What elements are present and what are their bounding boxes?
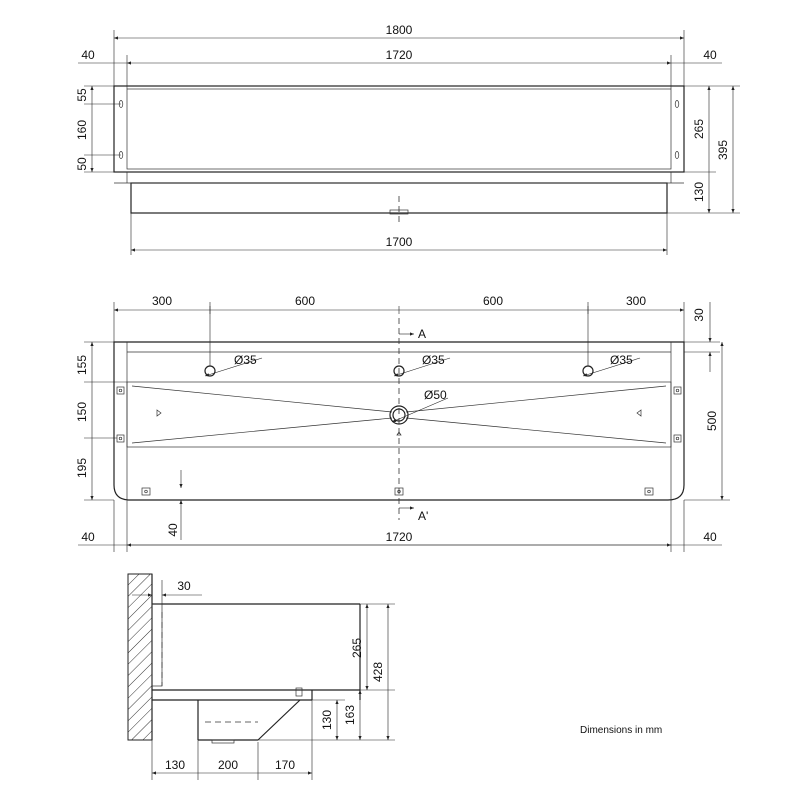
dim-spacing-4: 300 — [625, 294, 647, 308]
section-mark-bottom: A' — [418, 509, 429, 523]
front-view — [75, 23, 740, 255]
dim-total-height: 395 — [716, 139, 730, 161]
dim-right-upper: 265 — [692, 118, 706, 140]
fixing-holes — [119, 101, 679, 159]
dim-spacing-2: 600 — [294, 294, 316, 308]
dim-section-bottom-3: 170 — [274, 758, 296, 772]
dim-spacing-1: 300 — [151, 294, 173, 308]
plan-view — [75, 294, 730, 552]
dim-bottom-width: 1700 — [385, 235, 413, 249]
dim-bottom-left: 40 — [81, 530, 95, 544]
hole-label-center: Ø35 — [422, 353, 445, 367]
dim-bottom-width-plan: 1720 — [385, 530, 413, 544]
dim-spacing-3: 600 — [482, 294, 504, 308]
section-view — [128, 574, 395, 780]
units-note: Dimensions in mm — [580, 725, 663, 736]
dim-section-bottom-1: 130 — [164, 758, 186, 772]
dim-top-offset: 30 — [692, 308, 706, 322]
section-mark-top: A — [418, 327, 427, 341]
dim-plan-left-top: 155 — [75, 354, 89, 376]
wall-hatch — [128, 574, 152, 740]
dim-plan-left-bottom: 195 — [75, 457, 89, 479]
dim-section-bottom-2: 200 — [217, 758, 239, 772]
dim-left-top: 55 — [75, 88, 89, 102]
hole-label-right: Ø35 — [610, 353, 633, 367]
dim-left-middle: 160 — [75, 119, 89, 141]
dim-overall-width: 1800 — [385, 23, 413, 37]
dim-inner-width: 1720 — [385, 48, 413, 62]
hole-label-left: Ø35 — [234, 353, 257, 367]
dim-section-total: 428 — [371, 661, 385, 683]
dim-left-bottom: 50 — [75, 157, 89, 171]
dim-right-margin: 40 — [703, 48, 717, 62]
dim-plan-left-middle: 150 — [75, 401, 89, 423]
dim-section-basin: 130 — [320, 709, 334, 731]
dim-section-lower: 163 — [343, 704, 357, 726]
drain-label: Ø50 — [424, 388, 447, 402]
dim-bottom-right: 40 — [703, 530, 717, 544]
dim-section-upper: 265 — [350, 637, 364, 659]
front-view-inner-panel — [127, 89, 671, 169]
dim-left-margin: 40 — [81, 48, 95, 62]
dim-total-depth: 500 — [705, 410, 719, 432]
front-view-panel — [114, 86, 684, 172]
dim-front: 40 — [166, 523, 180, 537]
dim-section-top: 30 — [177, 579, 191, 593]
dim-right-lower: 130 — [692, 181, 706, 203]
